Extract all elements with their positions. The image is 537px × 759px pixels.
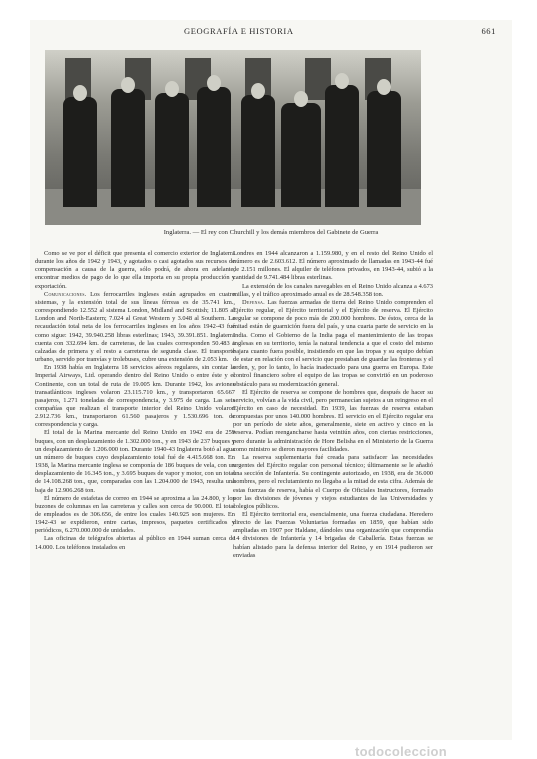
ground-shape: [45, 189, 421, 225]
running-title: GEOGRAFÍA E HISTORIA: [184, 26, 294, 36]
paragraph: El Ejército de reserva se compone de hombres que, después de hacer su servicio, volvían a la vida civil, pero permanecían sujetos a un reingreso en el Ejército en caso de necesidad. En 1939, las fuerzas de reserva estaban compuestas por unos 140.000 hombres. El servicio en el Ejército regular era por un período de siete años, generalmente, siete en activo y cinco en la reserva. Podían reengancharse hasta veintiún años, con ciertas restricciones, pero durante la administración de Hore Belisha en el Ministerio de la Guerra como ministro se dieron mayores facilidades.: [233, 388, 433, 453]
person-figure: [281, 103, 321, 207]
person-figure: [155, 93, 189, 207]
person-figure: [325, 85, 359, 207]
page-number: 661: [481, 26, 496, 36]
person-head: [251, 83, 265, 99]
paragraph: Como se ve por el déficit que presenta el comercio exterior de Inglaterra durante los años de 1942 y 1943, y agotados o casi agotados sus recursos de compensación a causa de la guerra, sólo podrá, de ahora en adelante, encontrar medios de pago de lo que ella importa en su propia producción y exportación.: [35, 250, 235, 290]
person-head: [73, 85, 87, 101]
paragraph: Londres en 1944 alcanzaron a 1.159.980, y en el resto del Reino Unido el número es de 2.603.612. El número aproximado de llamadas en 1943-44 fué de 2.151 millones. El alquiler de teléfonos privados, en 1943-44, subió a la cantidad de 9.741.484 libras esterlinas.: [233, 250, 433, 282]
paragraph: El Ejército territorial era, esencialmente, una fuerza ciudadana. Heredero directo de las Fuerzas Voluntarias formadas en 1859, que habían sido ampliadas en 1907 por Haldane, dándoles una organización que comprendía 14 divisiones de Infantería y 14 brigadas de Caballería. Estas fuerzas se habían alistado para la defensa interior del Reino, y en 1914 pudieron ser enviadas: [233, 511, 433, 559]
cabinet-photo: [45, 50, 421, 225]
person-figure: [63, 97, 97, 207]
paragraph-text: Los ferrocarriles ingleses están agrupados en cuatro sistemas, y la extensión total de sus líneas férreas es de 35.741 km., correspondiendo 12.552 al sistema London, Midland and Scottish; 11.805 al London and North-Eastern; 7.024 al Great Western y 3.048 al Southern. La recaudación total neta de los ferrocarriles ingleses en los años 1942-43 fué como sigue: 1942, 39.940.258 libras esterlinas; 1943, 39.391.851. Inglaterra cuenta con 332.694 km. de carreteras, de las cuales corresponden 50.483 a calzadas de primera y el resto a carreteras de segunda clase. El transporte urbano, servido por tranvías y trolebuses, cubre una extensión de 2.053 km.: [35, 290, 235, 364]
person-head: [335, 73, 349, 89]
left-column: [35, 250, 235, 552]
paragraph: La reserva suplementaria fué creada para satisfacer las necesidades urgentes del Ejército regular con personal técnico; últimamente se le añadió una sección de Infantería. Su contingente autorizado, en 1938, era de 36.000 hombres, pero el reclutamiento no llegaba a la mitad de esta cifra. Además de estas fuerzas de reserva, había el Cuerpo de Oficiales Instructores, formado por las divisiones de jóvenes y viejos estudiantes de las Universidades y colegios públicos.: [233, 453, 433, 510]
person-figure: [367, 91, 401, 207]
person-head: [165, 81, 179, 97]
paragraph: El número de estafetas de correo en 1944 se aproxima a las 24.800, y los buzones de columnas en las carreteras y calles son cerca de 90.000. El total de empleados es de 306.656, de entre los cuales 140.925 son mujeres. En 1942-43 se expidieron, entre cartas, impresos, paquetes certificados y periódicos, 6.270.000.000 de unidades.: [35, 494, 235, 535]
person-head: [207, 75, 221, 91]
paragraph: La extensión de los canales navegables en el Reino Unido alcanza a 4.673 millas, y el tráfico aproximado anual es de 28.548.358 ton.: [233, 282, 433, 298]
paragraph: El total de la Marina mercante del Reino Unido en 1942 era de 259 buques, con un desplazamiento de 1.302.000 ton., y en 1943 de 237 buques y un desplazamiento de 1.206.000 ton. Durante 1940-43 Inglaterra botó al agua un número de buques cuyo desplazamiento total fué de 4.415.668 ton. En 1938, la Marina mercante inglesa se componía de 186 buques de vela, con un desplazamiento de 16.345 ton., y 3.695 buques de vapor y motor, con un total de 14.108.268 ton., que, comparadas con las 1.204.000 de 1943, resulta una baja de 12.906.268 ton.: [35, 429, 235, 494]
section-heading: Comunicaciones.: [44, 290, 87, 298]
person-figure: [111, 89, 145, 207]
person-figure: [197, 87, 231, 207]
person-head: [294, 91, 308, 107]
paragraph: Las oficinas de telégrafos abiertas al público en 1944 suman cerca de 14.000. Los teléfonos instalados en: [35, 535, 235, 551]
watermark-logo: todocoleccion: [355, 744, 448, 759]
paragraph: [233, 299, 433, 389]
paragraph: [35, 291, 235, 364]
photo-caption: Inglaterra. — El rey con Churchill y los demás miembros del Gabinete de Guerra: [163, 229, 379, 236]
paragraph-text: Las fuerzas armadas de tierra del Reino Unido comprenden el Ejército regular, el Ejército territorial y el Ejército de reserva. El Ejército regular se compone de poco más de 200.000 hombres. De éstos, cerca de la mitad están de guarnición fuera del país, y una cuarta parte de servicio en la India. Como el Gobierno de la India paga el mantenimiento de las tropas inglesas en su territorio, tenía la natural tendencia a que el costo del mismo bajara cuanto fuera posible, insistiendo en que las tropas y su equipo debían de estar en relación con el servicio que prestaban de guardar las fronteras y el orden, y, por lo tanto, lo hacía inadecuado para una guerra en Europa. Este control financiero sobre el equipo de las tropas se convirtió en un poderoso obstáculo para su modernización general.: [233, 298, 433, 388]
person-head: [377, 79, 391, 95]
page-header: [30, 26, 512, 38]
person-figure: [241, 95, 275, 207]
person-head: [121, 77, 135, 93]
section-heading: Defensa.: [242, 298, 265, 306]
right-column: [233, 250, 433, 560]
paragraph: En 1938 había en Inglaterra 18 servicios aéreos regulares, sin contar la Imperial Airways, Ltd. operando dentro del Reino Unido o entre éste y el Continente, con un total de ruta de 19.005 km. Durante 1942, los aviones transatlánticos ingleses volaron 23.115.710 km., y transportaron 65.667 pasajeros, 1.271 toneladas de correspondencia, y 3.975 de carga. Las seis compañías que realizan el transporte interior del Reino Unido volaron 2.912.736 km., transportaron 61.560 pasajeros y 1.530.696 ton. de correspondencia y carga.: [35, 364, 235, 429]
